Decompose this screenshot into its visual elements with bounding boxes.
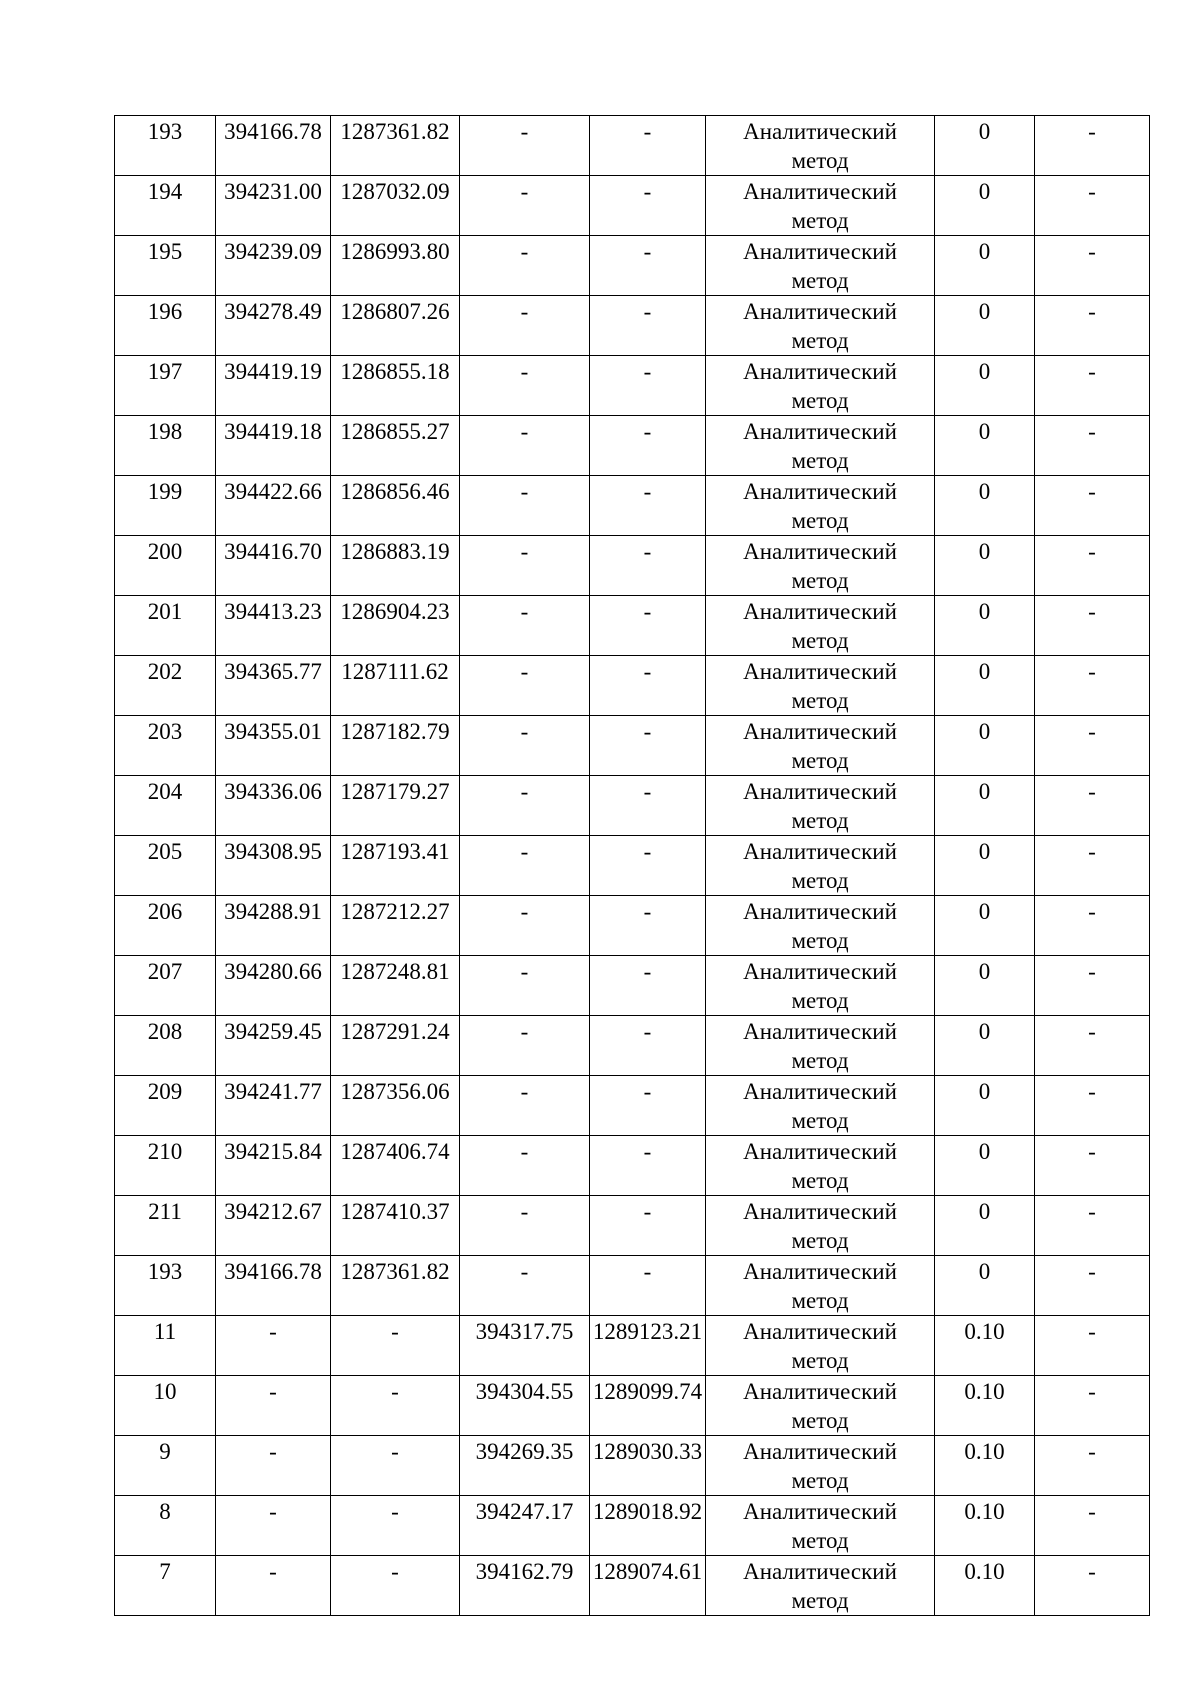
method-text: Аналитический метод: [743, 359, 897, 413]
table-row: [115, 1436, 1150, 1496]
x-existing-cell: 394241.77: [216, 1076, 331, 1136]
x-refined-cell: -: [460, 1256, 590, 1316]
table-row: [115, 536, 1150, 596]
point-number-cell: 201: [115, 596, 216, 656]
error-cell: 0: [935, 1256, 1035, 1316]
table-body: [115, 116, 1150, 1616]
method-cell: [706, 1136, 935, 1196]
point-number-cell: 202: [115, 656, 216, 716]
table-row: [115, 1316, 1150, 1376]
point-number-cell: 194: [115, 176, 216, 236]
y-refined-cell: 1289074.61: [590, 1556, 706, 1616]
method-cell: [706, 836, 935, 896]
method-text: Аналитический метод: [743, 779, 897, 833]
x-existing-cell: 394166.78: [216, 1256, 331, 1316]
x-refined-cell: -: [460, 896, 590, 956]
method-text: Аналитический метод: [743, 1259, 897, 1313]
x-refined-cell: -: [460, 116, 590, 176]
x-existing-cell: 394416.70: [216, 536, 331, 596]
method-text: Аналитический метод: [743, 239, 897, 293]
x-existing-cell: -: [216, 1376, 331, 1436]
x-refined-cell: -: [460, 776, 590, 836]
y-refined-cell: -: [590, 236, 706, 296]
point-number-cell: 200: [115, 536, 216, 596]
x-existing-cell: 394308.95: [216, 836, 331, 896]
x-existing-cell: -: [216, 1496, 331, 1556]
x-existing-cell: 394419.19: [216, 356, 331, 416]
note-cell: -: [1035, 296, 1150, 356]
y-refined-cell: -: [590, 836, 706, 896]
x-existing-cell: 394166.78: [216, 116, 331, 176]
x-refined-cell: 394304.55: [460, 1376, 590, 1436]
method-cell: [706, 536, 935, 596]
method-cell: [706, 236, 935, 296]
y-refined-cell: -: [590, 1196, 706, 1256]
method-cell: [706, 416, 935, 476]
table-row: [115, 956, 1150, 1016]
x-refined-cell: -: [460, 1016, 590, 1076]
method-text: Аналитический метод: [743, 299, 897, 353]
note-cell: -: [1035, 236, 1150, 296]
y-existing-cell: -: [331, 1556, 460, 1616]
x-refined-cell: 394162.79: [460, 1556, 590, 1616]
y-refined-cell: -: [590, 596, 706, 656]
y-refined-cell: -: [590, 1136, 706, 1196]
y-existing-cell: 1287410.37: [331, 1196, 460, 1256]
x-refined-cell: -: [460, 236, 590, 296]
table-row: [115, 1496, 1150, 1556]
y-refined-cell: 1289099.74: [590, 1376, 706, 1436]
y-existing-cell: 1286856.46: [331, 476, 460, 536]
y-refined-cell: -: [590, 956, 706, 1016]
error-cell: 0: [935, 656, 1035, 716]
x-refined-cell: 394247.17: [460, 1496, 590, 1556]
table-row: [115, 1556, 1150, 1616]
y-existing-cell: 1287179.27: [331, 776, 460, 836]
method-text: Аналитический метод: [743, 1439, 897, 1493]
y-existing-cell: 1287182.79: [331, 716, 460, 776]
error-cell: 0: [935, 416, 1035, 476]
note-cell: -: [1035, 416, 1150, 476]
error-cell: 0.10: [935, 1436, 1035, 1496]
point-number-cell: 198: [115, 416, 216, 476]
x-existing-cell: 394413.23: [216, 596, 331, 656]
error-cell: 0: [935, 236, 1035, 296]
x-existing-cell: -: [216, 1556, 331, 1616]
method-text: Аналитический метод: [743, 839, 897, 893]
method-text: Аналитический метод: [743, 1499, 897, 1553]
y-refined-cell: -: [590, 476, 706, 536]
note-cell: -: [1035, 1556, 1150, 1616]
note-cell: -: [1035, 836, 1150, 896]
x-refined-cell: -: [460, 716, 590, 776]
x-refined-cell: 394269.35: [460, 1436, 590, 1496]
x-refined-cell: -: [460, 176, 590, 236]
x-refined-cell: -: [460, 656, 590, 716]
note-cell: -: [1035, 596, 1150, 656]
y-refined-cell: 1289018.92: [590, 1496, 706, 1556]
point-number-cell: 193: [115, 116, 216, 176]
note-cell: -: [1035, 476, 1150, 536]
table-row: [115, 776, 1150, 836]
method-text: Аналитический метод: [743, 1019, 897, 1073]
error-cell: 0.10: [935, 1376, 1035, 1436]
note-cell: -: [1035, 776, 1150, 836]
error-cell: 0: [935, 176, 1035, 236]
y-existing-cell: 1287291.24: [331, 1016, 460, 1076]
table-row: [115, 416, 1150, 476]
x-existing-cell: 394288.91: [216, 896, 331, 956]
point-number-cell: 196: [115, 296, 216, 356]
method-cell: [706, 1316, 935, 1376]
method-text: Аналитический метод: [743, 119, 897, 173]
x-refined-cell: -: [460, 1136, 590, 1196]
y-refined-cell: 1289030.33: [590, 1436, 706, 1496]
x-existing-cell: 394355.01: [216, 716, 331, 776]
x-refined-cell: -: [460, 296, 590, 356]
y-existing-cell: 1286807.26: [331, 296, 460, 356]
error-cell: 0: [935, 896, 1035, 956]
method-text: Аналитический метод: [743, 599, 897, 653]
error-cell: 0: [935, 476, 1035, 536]
y-refined-cell: -: [590, 896, 706, 956]
method-text: Аналитический метод: [743, 419, 897, 473]
point-number-cell: 199: [115, 476, 216, 536]
note-cell: -: [1035, 1196, 1150, 1256]
coordinates-table: [114, 115, 1150, 1616]
x-refined-cell: -: [460, 476, 590, 536]
x-refined-cell: -: [460, 536, 590, 596]
method-text: Аналитический метод: [743, 1079, 897, 1133]
point-number-cell: 7: [115, 1556, 216, 1616]
error-cell: 0: [935, 776, 1035, 836]
method-cell: [706, 1556, 935, 1616]
point-number-cell: 9: [115, 1436, 216, 1496]
y-existing-cell: 1287248.81: [331, 956, 460, 1016]
point-number-cell: 209: [115, 1076, 216, 1136]
x-existing-cell: 394365.77: [216, 656, 331, 716]
error-cell: 0: [935, 836, 1035, 896]
note-cell: -: [1035, 1436, 1150, 1496]
method-cell: [706, 1256, 935, 1316]
x-refined-cell: -: [460, 356, 590, 416]
note-cell: -: [1035, 1316, 1150, 1376]
table-row: [115, 116, 1150, 176]
method-cell: [706, 716, 935, 776]
method-cell: [706, 1496, 935, 1556]
point-number-cell: 11: [115, 1316, 216, 1376]
method-text: Аналитический метод: [743, 719, 897, 773]
point-number-cell: 207: [115, 956, 216, 1016]
note-cell: -: [1035, 956, 1150, 1016]
y-refined-cell: -: [590, 656, 706, 716]
x-existing-cell: -: [216, 1436, 331, 1496]
point-number-cell: 210: [115, 1136, 216, 1196]
x-refined-cell: -: [460, 596, 590, 656]
method-cell: [706, 476, 935, 536]
y-existing-cell: 1286904.23: [331, 596, 460, 656]
method-text: Аналитический метод: [743, 1559, 897, 1613]
note-cell: -: [1035, 176, 1150, 236]
point-number-cell: 193: [115, 1256, 216, 1316]
y-refined-cell: -: [590, 1256, 706, 1316]
method-text: Аналитический метод: [743, 1139, 897, 1193]
method-cell: [706, 356, 935, 416]
y-existing-cell: 1286993.80: [331, 236, 460, 296]
y-existing-cell: 1287212.27: [331, 896, 460, 956]
table-row: [115, 1256, 1150, 1316]
method-text: Аналитический метод: [743, 899, 897, 953]
method-cell: [706, 296, 935, 356]
table-row: [115, 1136, 1150, 1196]
table-row: [115, 1376, 1150, 1436]
x-existing-cell: 394419.18: [216, 416, 331, 476]
x-refined-cell: -: [460, 416, 590, 476]
method-cell: [706, 1376, 935, 1436]
table-row: [115, 1076, 1150, 1136]
method-cell: [706, 176, 935, 236]
method-cell: [706, 896, 935, 956]
y-existing-cell: 1287361.82: [331, 116, 460, 176]
table-row: [115, 1016, 1150, 1076]
note-cell: -: [1035, 1016, 1150, 1076]
x-refined-cell: -: [460, 1076, 590, 1136]
method-cell: [706, 1016, 935, 1076]
y-existing-cell: -: [331, 1316, 460, 1376]
method-cell: [706, 656, 935, 716]
note-cell: -: [1035, 896, 1150, 956]
table-row: [115, 176, 1150, 236]
error-cell: 0: [935, 536, 1035, 596]
point-number-cell: 195: [115, 236, 216, 296]
table-row: [115, 836, 1150, 896]
x-refined-cell: 394317.75: [460, 1316, 590, 1376]
y-refined-cell: -: [590, 296, 706, 356]
method-text: Аналитический метод: [743, 659, 897, 713]
y-existing-cell: 1286855.18: [331, 356, 460, 416]
point-number-cell: 8: [115, 1496, 216, 1556]
x-existing-cell: 394336.06: [216, 776, 331, 836]
x-refined-cell: -: [460, 836, 590, 896]
table-row: [115, 296, 1150, 356]
table-row: [115, 236, 1150, 296]
table-row: [115, 596, 1150, 656]
y-existing-cell: -: [331, 1496, 460, 1556]
x-refined-cell: -: [460, 956, 590, 1016]
table-row: [115, 716, 1150, 776]
note-cell: -: [1035, 1076, 1150, 1136]
error-cell: 0: [935, 1016, 1035, 1076]
table-row: [115, 1196, 1150, 1256]
error-cell: 0: [935, 716, 1035, 776]
note-cell: -: [1035, 1136, 1150, 1196]
note-cell: -: [1035, 1256, 1150, 1316]
x-existing-cell: 394239.09: [216, 236, 331, 296]
y-refined-cell: -: [590, 356, 706, 416]
y-existing-cell: 1286883.19: [331, 536, 460, 596]
x-existing-cell: 394231.00: [216, 176, 331, 236]
method-text: Аналитический метод: [743, 539, 897, 593]
method-cell: [706, 1436, 935, 1496]
x-refined-cell: -: [460, 1196, 590, 1256]
method-cell: [706, 956, 935, 1016]
error-cell: 0: [935, 356, 1035, 416]
table-row: [115, 356, 1150, 416]
method-cell: [706, 116, 935, 176]
error-cell: 0: [935, 116, 1035, 176]
table-row: [115, 656, 1150, 716]
note-cell: -: [1035, 356, 1150, 416]
error-cell: 0: [935, 1136, 1035, 1196]
x-existing-cell: 394212.67: [216, 1196, 331, 1256]
error-cell: 0: [935, 956, 1035, 1016]
point-number-cell: 206: [115, 896, 216, 956]
method-cell: [706, 596, 935, 656]
error-cell: 0: [935, 596, 1035, 656]
point-number-cell: 211: [115, 1196, 216, 1256]
x-existing-cell: -: [216, 1316, 331, 1376]
y-refined-cell: -: [590, 116, 706, 176]
note-cell: -: [1035, 536, 1150, 596]
y-existing-cell: 1287111.62: [331, 656, 460, 716]
y-existing-cell: 1287406.74: [331, 1136, 460, 1196]
y-refined-cell: -: [590, 176, 706, 236]
y-refined-cell: -: [590, 1076, 706, 1136]
method-text: Аналитический метод: [743, 179, 897, 233]
note-cell: -: [1035, 656, 1150, 716]
method-text: Аналитический метод: [743, 1379, 897, 1433]
y-existing-cell: 1287361.82: [331, 1256, 460, 1316]
y-refined-cell: -: [590, 536, 706, 596]
method-cell: [706, 776, 935, 836]
x-existing-cell: 394259.45: [216, 1016, 331, 1076]
method-cell: [706, 1076, 935, 1136]
method-cell: [706, 1196, 935, 1256]
note-cell: -: [1035, 1376, 1150, 1436]
y-existing-cell: -: [331, 1436, 460, 1496]
table-row: [115, 896, 1150, 956]
y-refined-cell: 1289123.21: [590, 1316, 706, 1376]
point-number-cell: 10: [115, 1376, 216, 1436]
note-cell: -: [1035, 716, 1150, 776]
y-refined-cell: -: [590, 416, 706, 476]
method-text: Аналитический метод: [743, 1199, 897, 1253]
y-refined-cell: -: [590, 1016, 706, 1076]
y-refined-cell: -: [590, 716, 706, 776]
x-existing-cell: 394422.66: [216, 476, 331, 536]
error-cell: 0: [935, 1196, 1035, 1256]
y-existing-cell: 1287193.41: [331, 836, 460, 896]
point-number-cell: 204: [115, 776, 216, 836]
x-existing-cell: 394280.66: [216, 956, 331, 1016]
note-cell: -: [1035, 1496, 1150, 1556]
note-cell: -: [1035, 116, 1150, 176]
point-number-cell: 203: [115, 716, 216, 776]
y-existing-cell: 1286855.27: [331, 416, 460, 476]
point-number-cell: 205: [115, 836, 216, 896]
error-cell: 0: [935, 1076, 1035, 1136]
y-refined-cell: -: [590, 776, 706, 836]
error-cell: 0.10: [935, 1316, 1035, 1376]
point-number-cell: 197: [115, 356, 216, 416]
y-existing-cell: -: [331, 1376, 460, 1436]
method-text: Аналитический метод: [743, 479, 897, 533]
error-cell: 0.10: [935, 1496, 1035, 1556]
error-cell: 0.10: [935, 1556, 1035, 1616]
y-existing-cell: 1287356.06: [331, 1076, 460, 1136]
method-text: Аналитический метод: [743, 1319, 897, 1373]
method-text: Аналитический метод: [743, 959, 897, 1013]
table-row: [115, 476, 1150, 536]
x-existing-cell: 394215.84: [216, 1136, 331, 1196]
x-existing-cell: 394278.49: [216, 296, 331, 356]
point-number-cell: 208: [115, 1016, 216, 1076]
y-existing-cell: 1287032.09: [331, 176, 460, 236]
error-cell: 0: [935, 296, 1035, 356]
